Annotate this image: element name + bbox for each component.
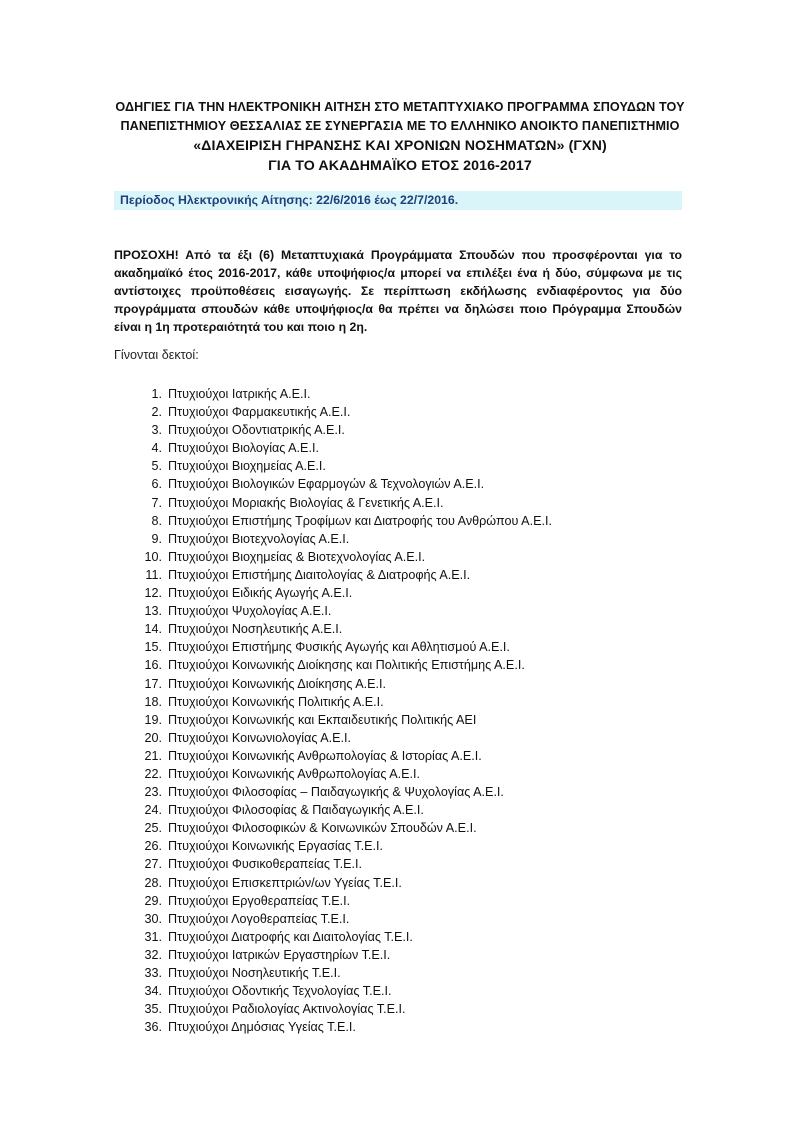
list-item-text: Πτυχιούχοι Κοινωνικής Διοίκησης Α.Ε.Ι. [168,676,387,691]
list-item-number: 17. [144,676,162,691]
list-item-text: Πτυχιούχοι Κοινωνικής Πολιτικής Α.Ε.Ι. [168,694,384,709]
academic-year: ΓΙΑ ΤΟ ΑΚΑΔΗΜΑΪΚΟ ΕΤΟΣ 2016-2017 [268,158,532,174]
list-item [130,837,552,855]
list-item [130,693,552,711]
list-item-text: Πτυχιούχοι Νοσηλευτικής Τ.Ε.Ι. [168,966,341,980]
header-line-1: ΟΔΗΓΙΕΣ ΓΙΑ ΤΗΝ ΗΛΕΚΤΡΟΝΙΚΗ ΑΙΤΗΣΗ ΣΤΟ ΜΕΤΑΠΤΥΧΙΑΚΟ ΠΡΟΓΡΑΜΜΑ ΣΠΟΥΔΩΝ ΤΟΥ [115,100,685,114]
application-period-highlight [114,191,682,210]
list-item [130,1000,552,1018]
list-item-text: Πτυχιούχοι Μοριακής Βιολογίας & Γενετικής Α.Ε.Ι. [168,495,444,510]
list-item [130,638,552,656]
list-item [130,765,552,783]
list-item [130,385,552,403]
list-item-text: Πτυχιούχοι Βιοτεχνολογίας Α.Ε.Ι. [168,531,350,546]
list-item [130,783,552,801]
list-item-number: 4. [151,441,162,456]
list-item [130,910,552,928]
list-item-number: 2. [151,405,162,420]
list-item-number: 32. [144,947,162,962]
application-period-text: Περίοδος Ηλεκτρονικής Αίτησης: 22/6/2016 έως 22/7/2016. [120,193,459,207]
list-item-number: 33. [144,966,162,980]
list-item [130,548,552,566]
list-item-number: 24. [144,803,162,818]
list-item-text: Πτυχιούχοι Επιστήμης Τροφίμων και Διατροφής του Ανθρώπου Α.Ε.Ι. [168,513,552,528]
list-item [130,620,552,638]
list-item-number: 20. [144,730,162,745]
list-item-text: Πτυχιούχοι Φυσικοθεραπείας Τ.Ε.Ι. [168,857,362,872]
eligibility-intro: Γίνονται δεκτοί: [114,348,199,362]
list-item [130,711,552,729]
list-item-number: 15. [144,640,162,655]
list-item-text: Πτυχιούχοι Κοινωνικής και Εκπαιδευτικής Πολιτικής ΑΕΙ [168,712,477,727]
list-item-text: Πτυχιούχοι Φαρμακευτικής Α.Ε.Ι. [168,405,351,420]
list-item-text: Πτυχιούχοι Βιοχημείας Α.Ε.Ι. [168,459,326,474]
list-item-number: 1. [151,387,162,401]
list-item [130,421,552,439]
list-item-number: 8. [151,513,162,528]
list-item-number: 16. [144,658,162,673]
list-item [130,656,552,674]
list-item [130,801,552,819]
list-item [130,747,552,765]
list-item-text: Πτυχιούχοι Φιλοσοφίας & Παιδαγωγικής Α.Ε.Ι. [168,803,424,818]
list-item-number: 28. [144,875,162,890]
list-item [130,566,552,584]
list-item-number: 18. [144,694,162,709]
list-item-number: 7. [151,495,162,510]
list-item-text: Πτυχιούχοι Εργοθεραπείας Τ.Ε.Ι. [168,893,351,908]
list-item-number: 30. [144,911,162,926]
list-item-number: 35. [144,1002,162,1017]
list-item-text: Πτυχιούχοι Επιστήμης Διαιτολογίας & Διατροφής Α.Ε.Ι. [168,567,471,582]
list-item [130,675,552,693]
list-item-text: Πτυχιούχοι Κοινωνικής Ανθρωπολογίας & Ιστορίας Α.Ε.Ι. [168,748,482,763]
list-item-text: Πτυχιούχοι Οδοντιατρικής Α.Ε.Ι. [168,423,345,438]
list-item-text: Πτυχιούχοι Λογοθεραπείας Τ.Ε.Ι. [168,911,350,926]
list-item-number: 19. [144,712,162,727]
list-item-number: 5. [151,459,162,474]
list-item-text: Πτυχιούχοι Βιολογικών Εφαρμογών & Τεχνολογιών Α.Ε.Ι. [168,477,485,492]
list-item-number: 31. [144,929,162,944]
list-item-number: 23. [144,785,162,800]
list-item-text: Πτυχιούχοι Κοινωνικής Εργασίας Τ.Ε.Ι. [168,839,384,854]
list-item-number: 34. [144,984,162,999]
list-item [130,494,552,512]
list-item [130,729,552,747]
list-item [130,1018,552,1036]
list-item-text: Πτυχιούχοι Κοινωνιολογίας Α.Ε.Ι. [168,730,352,745]
list-item-number: 25. [144,821,162,836]
list-item-number: 3. [151,423,162,438]
list-item [130,874,552,892]
attention-notice: ΠΡΟΣΟΧΗ! Από τα έξι (6) Μεταπτυχιακά Προγράμματα Σπουδών που προσφέρονται για το ακαδημαϊκό έτος 2016-2017, κάθε υποψήφιος/α μπορεί να επιλέξει ένα ή δύο, σύμφωνα με τις αντίστοιχες προϋποθέσεις εισαγωγής. Σε περίπτωση εκδήλωσης ενδιαφέροντος για δύο προγράμματα σπουδών κάθε υποψήφιος/α θα πρέπει να δηλώσει ποιο Πρόγραμμα Σπουδών είναι η 1η προτεραιότητά του και ποιο η 2η. [114,248,682,334]
list-item-text: Πτυχιούχοι Επιστήμης Φυσικής Αγωγής και Αθλητισμού Α.Ε.Ι. [168,640,510,655]
list-item-number: 12. [144,586,162,601]
list-item-number: 11. [145,567,162,582]
list-item-number: 29. [144,893,162,908]
list-item-text: Πτυχιούχοι Φιλοσοφικών & Κοινωνικών Σπουδών Α.Ε.Ι. [168,821,477,836]
list-item-text: Πτυχιούχοι Νοσηλευτικής Α.Ε.Ι. [168,622,343,637]
eligible-degrees-list [130,385,552,1036]
list-item [130,982,552,1000]
list-item-text: Πτυχιούχοι Ιατρικής Α.Ε.Ι. [168,387,311,401]
list-item-text: Πτυχιούχοι Ιατρικών Εργαστηρίων Τ.Ε.Ι. [168,947,391,962]
list-item [130,928,552,946]
list-item-text: Πτυχιούχοι Κοινωνικής Διοίκησης και Πολιτικής Επιστήμης Α.Ε.Ι. [168,658,525,673]
list-item-number: 27. [144,857,162,872]
list-item-number: 26. [144,839,162,854]
list-item [130,457,552,475]
list-item-text: Πτυχιούχοι Κοινωνικής Ανθρωπολογίας Α.Ε.Ι. [168,766,420,781]
list-item-text: Πτυχιούχοι Ψυχολογίας Α.Ε.Ι. [168,604,332,619]
list-item [130,892,552,910]
list-item-number: 22. [144,766,162,781]
list-item-text: Πτυχιούχοι Διατροφής και Διαιτολογίας Τ.Ε.Ι. [168,929,413,944]
list-item [130,964,552,982]
list-item [130,530,552,548]
program-title: «ΔΙΑΧΕΙΡΙΣΗ ΓΗΡΑΝΣΗΣ ΚΑΙ ΧΡΟΝΙΩΝ ΝΟΣΗΜΑΤΩΝ» (ΓΧΝ) [193,138,607,154]
list-item-text: Πτυχιούχοι Βιολογίας Α.Ε.Ι. [168,441,319,456]
list-item [130,475,552,493]
list-item-number: 14. [144,622,162,637]
list-item-text: Πτυχιούχοι Φιλοσοφίας – Παιδαγωγικής & Ψυχολογίας Α.Ε.Ι. [168,785,504,800]
list-item [130,602,552,620]
list-item-text: Πτυχιούχοι Ειδικής Αγωγής Α.Ε.Ι. [168,586,353,601]
list-item-number: 10. [144,549,162,564]
list-item-text: Πτυχιούχοι Βιοχημείας & Βιοτεχνολογίας Α.Ε.Ι. [168,549,426,564]
list-item-number: 36. [144,1020,162,1035]
list-item [130,819,552,837]
list-item-text: Πτυχιούχοι Δημόσιας Υγείας Τ.Ε.Ι. [168,1020,356,1035]
list-item-text: Πτυχιούχοι Ραδιολογίας Ακτινολογίας Τ.Ε.Ι. [168,1002,406,1017]
list-item-text: Πτυχιούχοι Επισκεπτριών/ων Υγείας Τ.Ε.Ι. [168,875,402,890]
list-item-text: Πτυχιούχοι Οδοντικής Τεχνολογίας Τ.Ε.Ι. [168,984,392,999]
list-item [130,403,552,421]
list-item [130,584,552,602]
list-item-number: 9. [151,531,162,546]
list-item-number: 21. [144,748,162,763]
list-item [130,946,552,964]
list-item [130,439,552,457]
list-item [130,855,552,873]
list-item [130,512,552,530]
list-item-number: 13. [144,604,162,619]
document-header [60,98,740,176]
list-item-number: 6. [151,477,162,492]
header-line-2: ΠΑΝΕΠΙΣΤΗΜΙΟΥ ΘΕΣΣΑΛΙΑΣ ΣΕ ΣΥΝΕΡΓΑΣΙΑ ΜΕ ΤΟ ΕΛΛΗΝΙΚΟ ΑΝΟΙΚΤΟ ΠΑΝΕΠΙΣΤΗΜΙΟ [120,119,680,133]
